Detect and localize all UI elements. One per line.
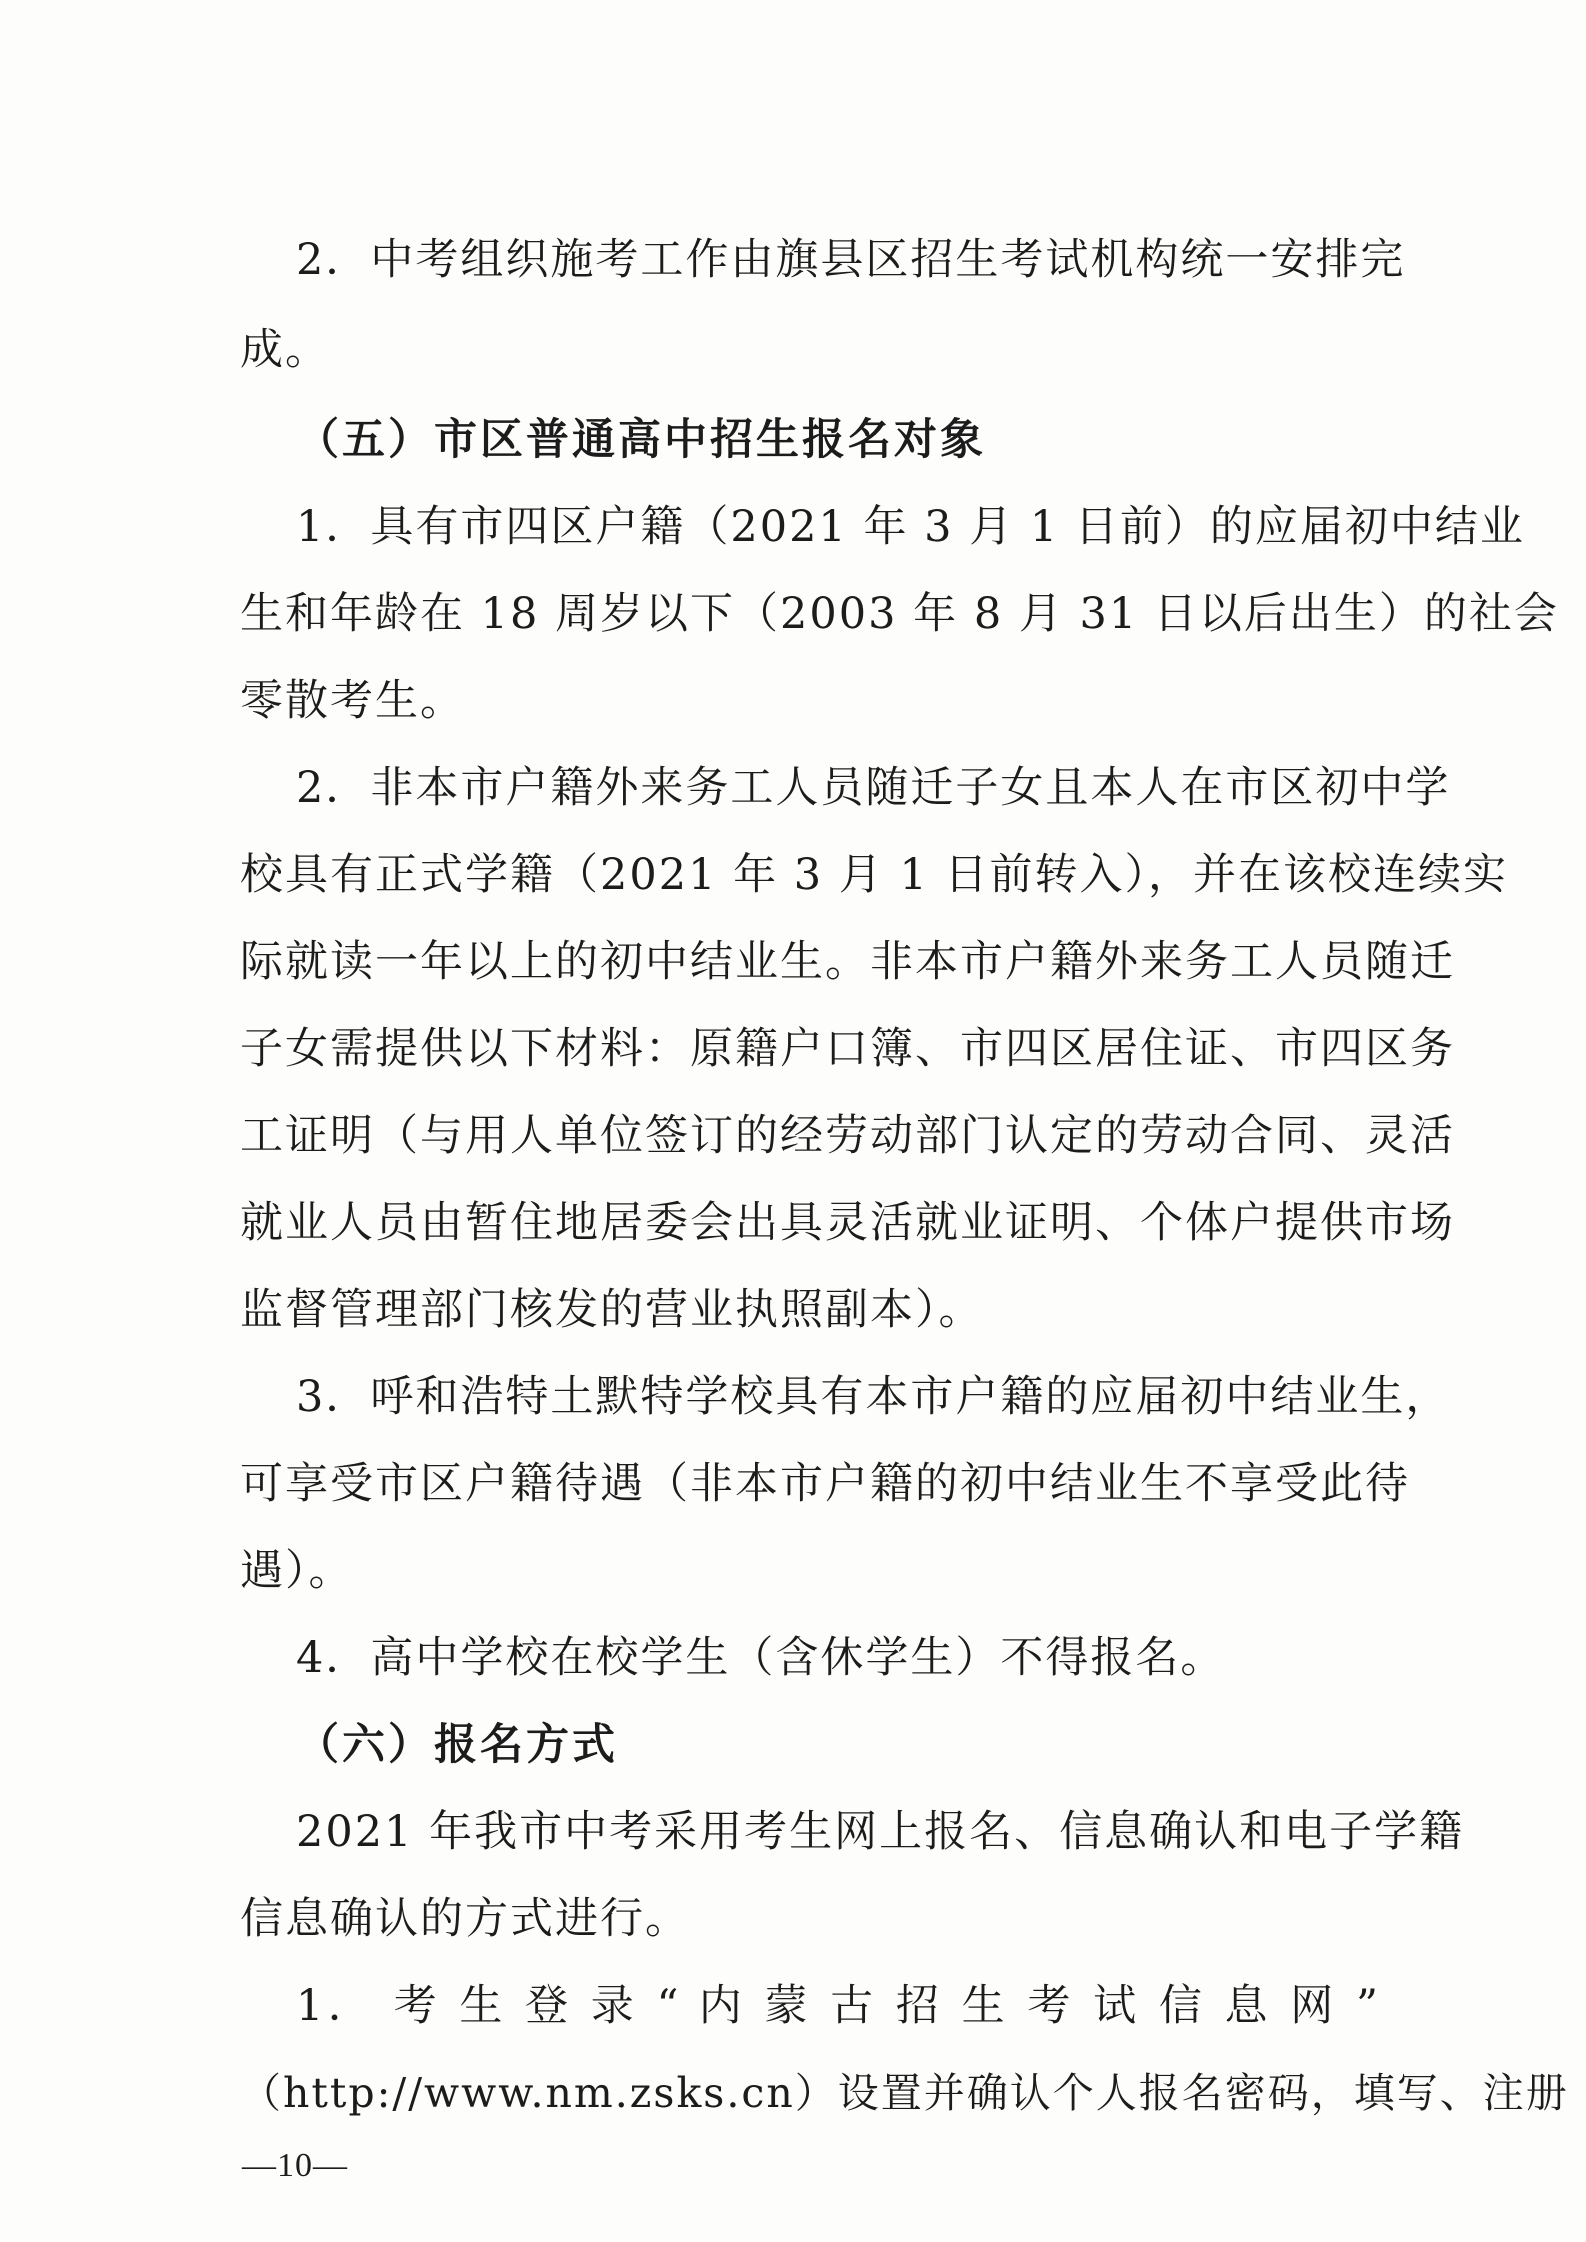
paragraph-line: 际就读一年以上的初中结业生。非本市户籍外来务工人员随迁 xyxy=(240,937,1455,987)
paragraph-line: 1．具有市四区户籍（2021 年 3 月 1 日前）的应届初中结业 xyxy=(296,502,1525,552)
paragraph-line: 工证明（与用人单位签订的经劳动部门认定的劳动合同、灵活 xyxy=(240,1111,1455,1161)
page-number: —10— xyxy=(242,2147,348,2184)
paragraph-line: 4．高中学校在校学生（含休学生）不得报名。 xyxy=(296,1633,1226,1683)
section-heading: （六）报名方式 xyxy=(296,1720,618,1770)
paragraph-line: 1． 考 生 登 录 “ 内 蒙 古 招 生 考 试 信 息 网 ” xyxy=(296,1981,1380,2031)
paragraph-line: 2021 年我市中考采用考生网上报名、信息确认和电子学籍 xyxy=(296,1807,1465,1857)
paragraph-line: 3．呼和浩特土默特学校具有本市户籍的应届初中结业生， xyxy=(296,1372,1451,1422)
paragraph-line: 生和年龄在 18 周岁以下（2003 年 8 月 31 日以后出生）的社会 xyxy=(240,589,1559,639)
paragraph-line: 可享受市区户籍待遇（非本市户籍的初中结业生不享受此待 xyxy=(240,1459,1410,1509)
paragraph-line: 遇）。 xyxy=(240,1546,354,1596)
paragraph-line: （http://www.nm.zsks.cn）设置并确认个人报名密码，填写、注册 xyxy=(240,2069,1569,2117)
paragraph-line: 就业人员由暂住地居委会出具灵活就业证明、个体户提供市场 xyxy=(240,1198,1455,1248)
paragraph-line: 2．非本市户籍外来务工人员随迁子女且本人在市区初中学 xyxy=(296,763,1451,813)
paragraph-line: 子女需提供以下材料：原籍户口簿、市四区居住证、市四区务 xyxy=(240,1024,1455,1074)
paragraph-line: 信息确认的方式进行。 xyxy=(240,1894,690,1944)
section-heading: （五）市区普通高中招生报名对象 xyxy=(296,415,986,465)
paragraph-line: 校具有正式学籍（2021 年 3 月 1 日前转入），并在该校连续实 xyxy=(240,850,1508,900)
paragraph-line: 成。 xyxy=(240,325,330,375)
paragraph-line: 监督管理部门核发的营业执照副本）。 xyxy=(240,1285,984,1335)
paragraph-line: 零散考生。 xyxy=(240,676,465,726)
paragraph-line: 2．中考组织施考工作由旗县区招生考试机构统一安排完 xyxy=(296,235,1406,285)
